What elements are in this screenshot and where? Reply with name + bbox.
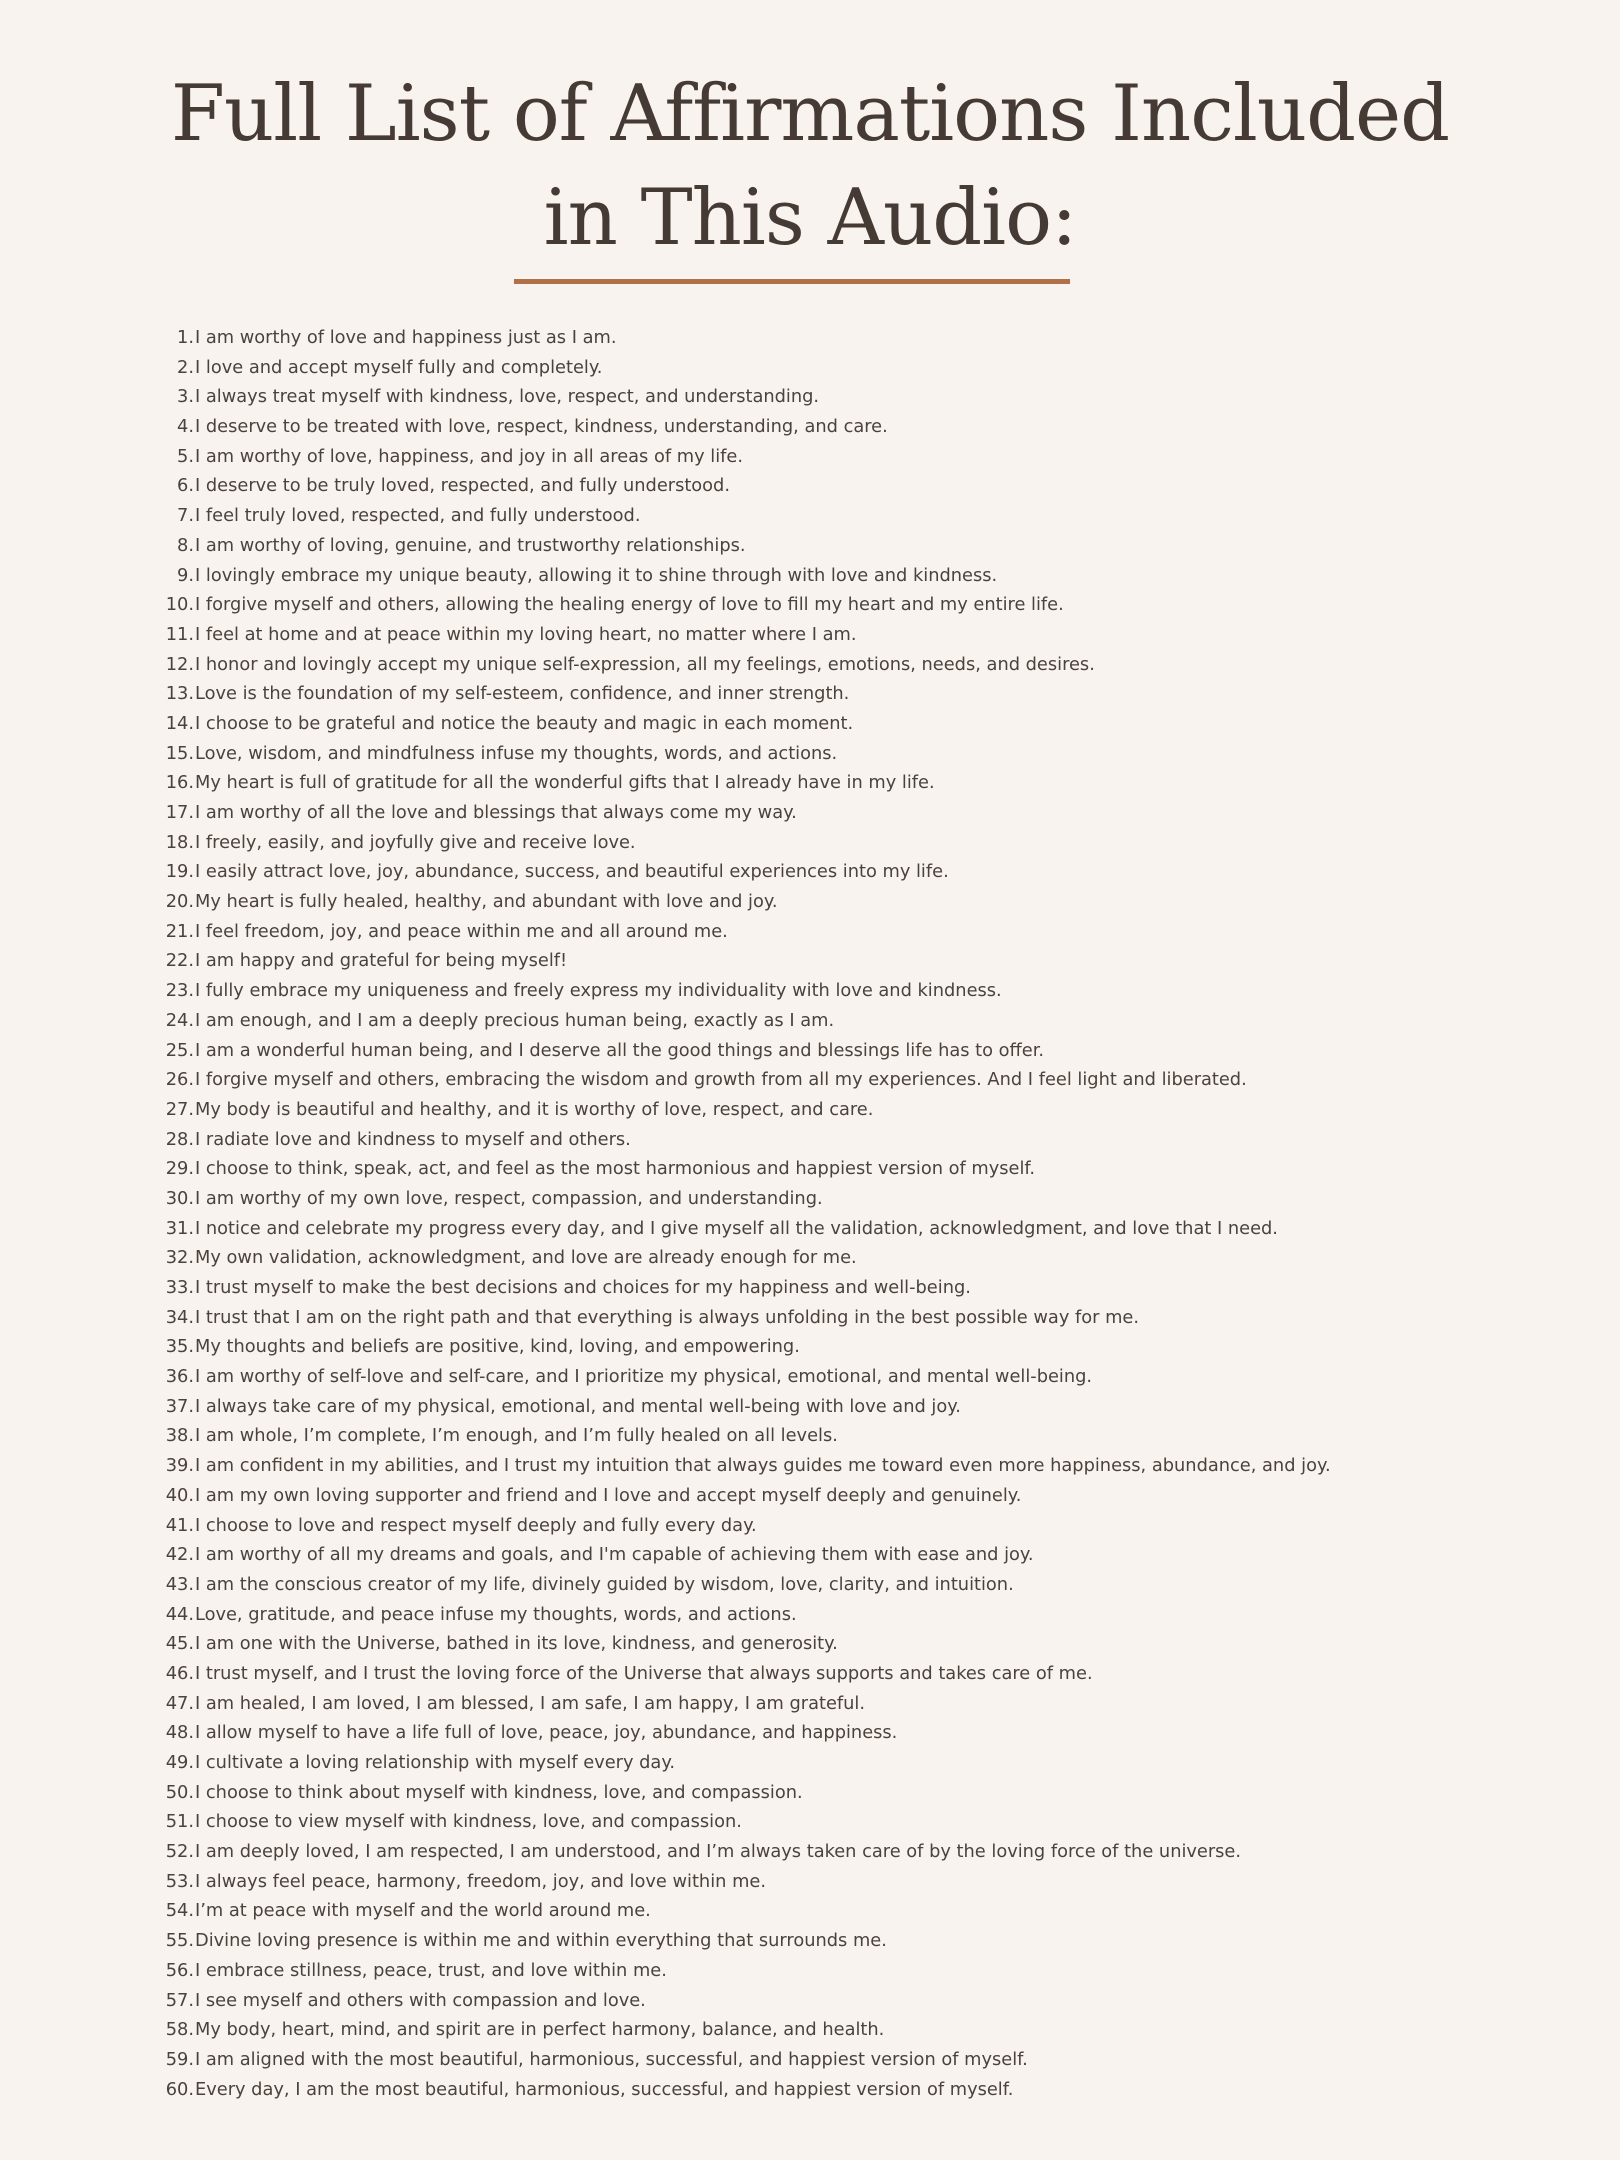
affirmation-item [162, 561, 1562, 591]
affirmation-text: I choose to be grateful and notice the beauty and magic in each moment. [195, 712, 854, 734]
affirmation-item [162, 2045, 1562, 2075]
affirmation-text: I radiate love and kindness to myself and others. [195, 1128, 631, 1150]
affirmation-item [162, 709, 1562, 739]
affirmation-item [162, 887, 1562, 917]
affirmation-text: I forgive myself and others, allowing the healing energy of love to fill my heart and my entire life. [195, 594, 1064, 616]
affirmation-text: I always feel peace, harmony, freedom, joy, and love within me. [195, 1870, 766, 1892]
affirmation-text: I always take care of my physical, emotional, and mental well-being with love and joy. [195, 1395, 961, 1417]
affirmation-text: I forgive myself and others, embracing the wisdom and growth from all my experiences. And I feel light and liberated. [195, 1069, 1247, 1091]
affirmation-number: 46. [165, 1662, 194, 1684]
affirmation-item [162, 442, 1562, 472]
affirmation-item [162, 857, 1562, 887]
title-underline-divider [514, 279, 1070, 284]
affirmation-item [162, 531, 1562, 561]
affirmation-item [162, 412, 1562, 442]
affirmation-text: I deserve to be treated with love, respect, kindness, understanding, and care. [195, 416, 888, 438]
affirmation-number: 60. [165, 2078, 194, 2100]
affirmation-number: 14. [165, 712, 194, 734]
affirmation-number: 26. [165, 1069, 194, 1091]
affirmation-number: 27. [165, 1098, 194, 1120]
affirmation-number: 2. [177, 356, 194, 378]
affirmation-item [162, 1154, 1562, 1184]
affirmation-item [162, 1243, 1562, 1273]
affirmation-item [162, 1332, 1562, 1362]
affirmation-item [162, 471, 1562, 501]
affirmation-number: 49. [165, 1752, 194, 1773]
affirmation-item [162, 2075, 1562, 2105]
affirmation-text: I am the conscious creator of my life, divinely guided by wisdom, love, clarity, and intuition. [195, 1573, 1014, 1595]
affirmation-item [162, 1659, 1562, 1689]
affirmation-number: 34. [165, 1306, 194, 1328]
page-title-line-2: in This Audio: [543, 173, 1077, 263]
affirmation-text: Love, gratitude, and peace infuse my thoughts, words, and actions. [195, 1603, 797, 1625]
affirmation-number: 28. [165, 1128, 194, 1150]
affirmation-number: 57. [165, 1989, 194, 2011]
affirmation-item [162, 650, 1562, 680]
affirmation-item [162, 2015, 1562, 2045]
affirmation-text: Love is the foundation of my self-esteem, confidence, and inner strength. [195, 683, 850, 705]
affirmation-text: I feel truly loved, respected, and fully understood. [195, 505, 641, 527]
affirmation-text: I am one with the Universe, bathed in its love, kindness, and generosity. [195, 1633, 838, 1655]
affirmation-item [162, 323, 1562, 353]
affirmation-number: 11. [165, 623, 194, 645]
affirmation-item [162, 739, 1562, 769]
affirmation-item [162, 1867, 1562, 1897]
affirmation-text: I notice and celebrate my progress every day, and I give myself all the validation, acknowledgment, and love that I need. [195, 1217, 1278, 1239]
affirmation-item [162, 1006, 1562, 1036]
affirmation-number: 9. [177, 564, 194, 586]
affirmation-number: 29. [165, 1158, 194, 1180]
affirmation-number: 37. [165, 1395, 194, 1417]
affirmation-text: I honor and lovingly accept my unique self-expression, all my feelings, emotions, needs, and desires. [195, 653, 1095, 675]
affirmation-text: I see myself and others with compassion and love. [195, 1989, 646, 2011]
page-title-line-1: Full List of Affirmations Included [170, 69, 1450, 159]
affirmation-item [162, 1184, 1562, 1214]
affirmation-item [162, 1926, 1562, 1956]
affirmation-number: 48. [165, 1722, 194, 1744]
affirmation-item [162, 798, 1562, 828]
affirmation-number: 35. [165, 1336, 194, 1358]
affirmation-number: 19. [165, 861, 194, 883]
affirmation-text: I lovingly embrace my unique beauty, allowing it to shine through with love and kindness. [195, 564, 998, 586]
affirmation-item [162, 353, 1562, 383]
affirmation-text: I am a wonderful human being, and I deserve all the good things and blessings life has to offer. [195, 1039, 1045, 1061]
affirmation-number: 8. [177, 534, 194, 556]
affirmation-number: 52. [165, 1841, 194, 1863]
affirmation-item [162, 1540, 1562, 1570]
affirmation-item [162, 590, 1562, 620]
affirmation-text: I trust myself, and I trust the loving force of the Universe that always supports and takes care of me. [195, 1662, 1093, 1684]
affirmation-text: My body, heart, mind, and spirit are in perfect harmony, balance, and health. [195, 2019, 885, 2041]
affirmation-number: 25. [165, 1039, 194, 1061]
affirmation-text: I freely, easily, and joyfully give and receive love. [195, 831, 636, 853]
affirmation-text: I trust that I am on the right path and that everything is always unfolding in the best possible way for me. [195, 1306, 1140, 1328]
affirmation-number: 23. [165, 980, 194, 1002]
affirmation-text: I am happy and grateful for being myself! [195, 950, 568, 972]
affirmation-text: I am deeply loved, I am respected, I am understood, and I’m always taken care of by the loving force of the universe. [195, 1841, 1242, 1863]
affirmation-number: 45. [165, 1633, 194, 1655]
affirmation-number: 24. [165, 1009, 194, 1031]
affirmation-item [162, 1837, 1562, 1867]
affirmation-number: 22. [165, 950, 194, 972]
affirmation-text: I choose to view myself with kindness, love, and compassion. [195, 1811, 742, 1833]
affirmation-number: 20. [165, 891, 194, 913]
affirmation-item [162, 1125, 1562, 1155]
affirmation-number: 1. [177, 327, 194, 348]
affirmation-item [162, 1718, 1562, 1748]
affirmation-item [162, 828, 1562, 858]
affirmation-number: 31. [165, 1217, 194, 1239]
affirmation-text: I allow myself to have a life full of love, peace, joy, abundance, and happiness. [195, 1722, 898, 1744]
affirmation-item [162, 1511, 1562, 1541]
affirmation-item [162, 1421, 1562, 1451]
affirmation-number: 30. [165, 1187, 194, 1209]
affirmation-text: I am worthy of all the love and blessings that always come my way. [195, 802, 797, 823]
affirmation-number: 17. [165, 802, 194, 823]
affirmation-text: I easily attract love, joy, abundance, success, and beautiful experiences into my life. [195, 861, 949, 883]
affirmation-item [162, 1273, 1562, 1303]
affirmation-text: I deserve to be truly loved, respected, and fully understood. [195, 475, 731, 497]
affirmation-item [162, 1986, 1562, 2016]
affirmation-text: Love, wisdom, and mindfulness infuse my thoughts, words, and actions. [195, 742, 838, 764]
affirmation-number: 44. [165, 1603, 194, 1625]
affirmation-text: My body is beautiful and healthy, and it is worthy of love, respect, and care. [195, 1098, 874, 1120]
affirmation-item [162, 1600, 1562, 1630]
affirmation-text: I love and accept myself fully and completely. [195, 356, 603, 378]
affirmation-text: I’m at peace with myself and the world around me. [195, 1900, 651, 1922]
affirmation-text: I am whole, I’m complete, I’m enough, and I’m fully healed on all levels. [195, 1425, 838, 1447]
affirmation-number: 53. [165, 1870, 194, 1892]
affirmation-text: I am worthy of self-love and self-care, and I prioritize my physical, emotional, and mental well-being. [195, 1366, 1093, 1388]
affirmation-text: I am enough, and I am a deeply precious human being, exactly as I am. [195, 1009, 835, 1031]
affirmation-text: I embrace stillness, peace, trust, and love within me. [195, 1959, 667, 1981]
affirmation-number: 56. [165, 1959, 194, 1981]
affirmation-item [162, 1807, 1562, 1837]
affirmation-text: I am aligned with the most beautiful, harmonious, successful, and happiest version of myself. [195, 2048, 1028, 2070]
affirmation-number: 50. [165, 1781, 194, 1803]
affirmation-item [162, 1896, 1562, 1926]
affirmation-item [162, 679, 1562, 709]
affirmation-text: I choose to think, speak, act, and feel as the most harmonious and happiest version of myself. [195, 1158, 1036, 1180]
affirmation-item [162, 620, 1562, 650]
affirmation-text: I am worthy of love and happiness just as I am. [195, 327, 617, 348]
affirmation-number: 40. [165, 1484, 194, 1506]
affirmation-number: 36. [165, 1366, 194, 1388]
affirmation-number: 58. [165, 2019, 194, 2041]
affirmation-number: 54. [165, 1900, 194, 1922]
affirmation-text: I am healed, I am loved, I am blessed, I am safe, I am happy, I am grateful. [195, 1692, 866, 1714]
affirmation-number: 38. [165, 1425, 194, 1447]
affirmation-number: 43. [165, 1573, 194, 1595]
affirmation-item [162, 1689, 1562, 1719]
affirmation-text: I cultivate a loving relationship with myself every day. [195, 1752, 675, 1773]
page-title [0, 62, 1620, 270]
affirmation-item [162, 1570, 1562, 1600]
affirmation-number: 42. [165, 1544, 194, 1566]
affirmation-text: I am confident in my abilities, and I trust my intuition that always guides me toward even more happiness, abundance, and joy. [195, 1455, 1331, 1477]
affirmation-number: 33. [165, 1277, 194, 1298]
affirmation-text: Divine loving presence is within me and within everything that surrounds me. [195, 1930, 887, 1952]
affirmation-text: I choose to love and respect myself deeply and fully every day. [195, 1514, 757, 1536]
affirmation-item [162, 1778, 1562, 1808]
affirmation-number: 39. [165, 1455, 194, 1477]
affirmation-text: I am worthy of love, happiness, and joy in all areas of my life. [195, 445, 743, 467]
affirmation-item [162, 1362, 1562, 1392]
affirmation-number: 6. [177, 475, 194, 497]
affirmation-text: My heart is full of gratitude for all the wonderful gifts that I already have in my life. [195, 772, 935, 794]
affirmation-number: 55. [165, 1930, 194, 1952]
affirmation-text: I fully embrace my uniqueness and freely express my individuality with love and kindness. [195, 980, 1002, 1002]
affirmation-item [162, 1095, 1562, 1125]
affirmation-text: Every day, I am the most beautiful, harmonious, successful, and happiest version of myself. [195, 2078, 1014, 2100]
affirmation-number: 32. [165, 1247, 194, 1269]
affirmation-item [162, 1956, 1562, 1986]
affirmation-item [162, 946, 1562, 976]
affirmation-number: 47. [165, 1692, 194, 1714]
affirmation-number: 18. [165, 831, 194, 853]
affirmation-text: I always treat myself with kindness, love, respect, and understanding. [195, 386, 820, 408]
affirmation-item [162, 1629, 1562, 1659]
affirmation-item [162, 1065, 1562, 1095]
affirmation-number: 5. [177, 445, 194, 467]
affirmation-number: 13. [165, 683, 194, 705]
affirmation-text: I am my own loving supporter and friend and I love and accept myself deeply and genuinely. [195, 1484, 1022, 1506]
affirmation-item [162, 1303, 1562, 1333]
affirmation-item [162, 1036, 1562, 1066]
affirmation-item [162, 1748, 1562, 1778]
affirmation-text: My own validation, acknowledgment, and love are already enough for me. [195, 1247, 857, 1269]
affirmation-list [162, 323, 1562, 2104]
affirmation-item [162, 1214, 1562, 1244]
affirmation-text: I am worthy of my own love, respect, compassion, and understanding. [195, 1187, 823, 1209]
affirmation-item [162, 976, 1562, 1006]
affirmation-item [162, 1392, 1562, 1422]
affirmation-number: 16. [165, 772, 194, 794]
affirmation-number: 21. [165, 920, 194, 942]
affirmation-number: 3. [177, 386, 194, 408]
affirmation-number: 15. [165, 742, 194, 764]
affirmation-text: I feel freedom, joy, and peace within me and all around me. [195, 920, 728, 942]
affirmation-number: 51. [165, 1811, 194, 1833]
affirmation-item [162, 768, 1562, 798]
affirmation-text: I feel at home and at peace within my loving heart, no matter where I am. [195, 623, 857, 645]
affirmation-text: My thoughts and beliefs are positive, kind, loving, and empowering. [195, 1336, 800, 1358]
affirmation-number: 4. [177, 416, 194, 438]
affirmation-number: 59. [165, 2048, 194, 2070]
affirmation-item [162, 1481, 1562, 1511]
affirmation-text: My heart is fully healed, healthy, and abundant with love and joy. [195, 891, 778, 913]
affirmation-item [162, 1451, 1562, 1481]
affirmation-text: I trust myself to make the best decisions and choices for my happiness and well-being. [195, 1277, 971, 1298]
affirmation-number: 10. [165, 594, 194, 616]
affirmation-text: I am worthy of loving, genuine, and trustworthy relationships. [195, 534, 746, 556]
affirmation-number: 7. [177, 505, 194, 527]
affirmation-item [162, 917, 1562, 947]
affirmation-item [162, 382, 1562, 412]
affirmation-number: 12. [165, 653, 194, 675]
affirmation-number: 41. [165, 1514, 194, 1536]
affirmation-text: I am worthy of all my dreams and goals, and I'm capable of achieving them with ease and joy. [195, 1544, 1034, 1566]
affirmation-text: I choose to think about myself with kindness, love, and compassion. [195, 1781, 803, 1803]
affirmation-item [162, 501, 1562, 531]
